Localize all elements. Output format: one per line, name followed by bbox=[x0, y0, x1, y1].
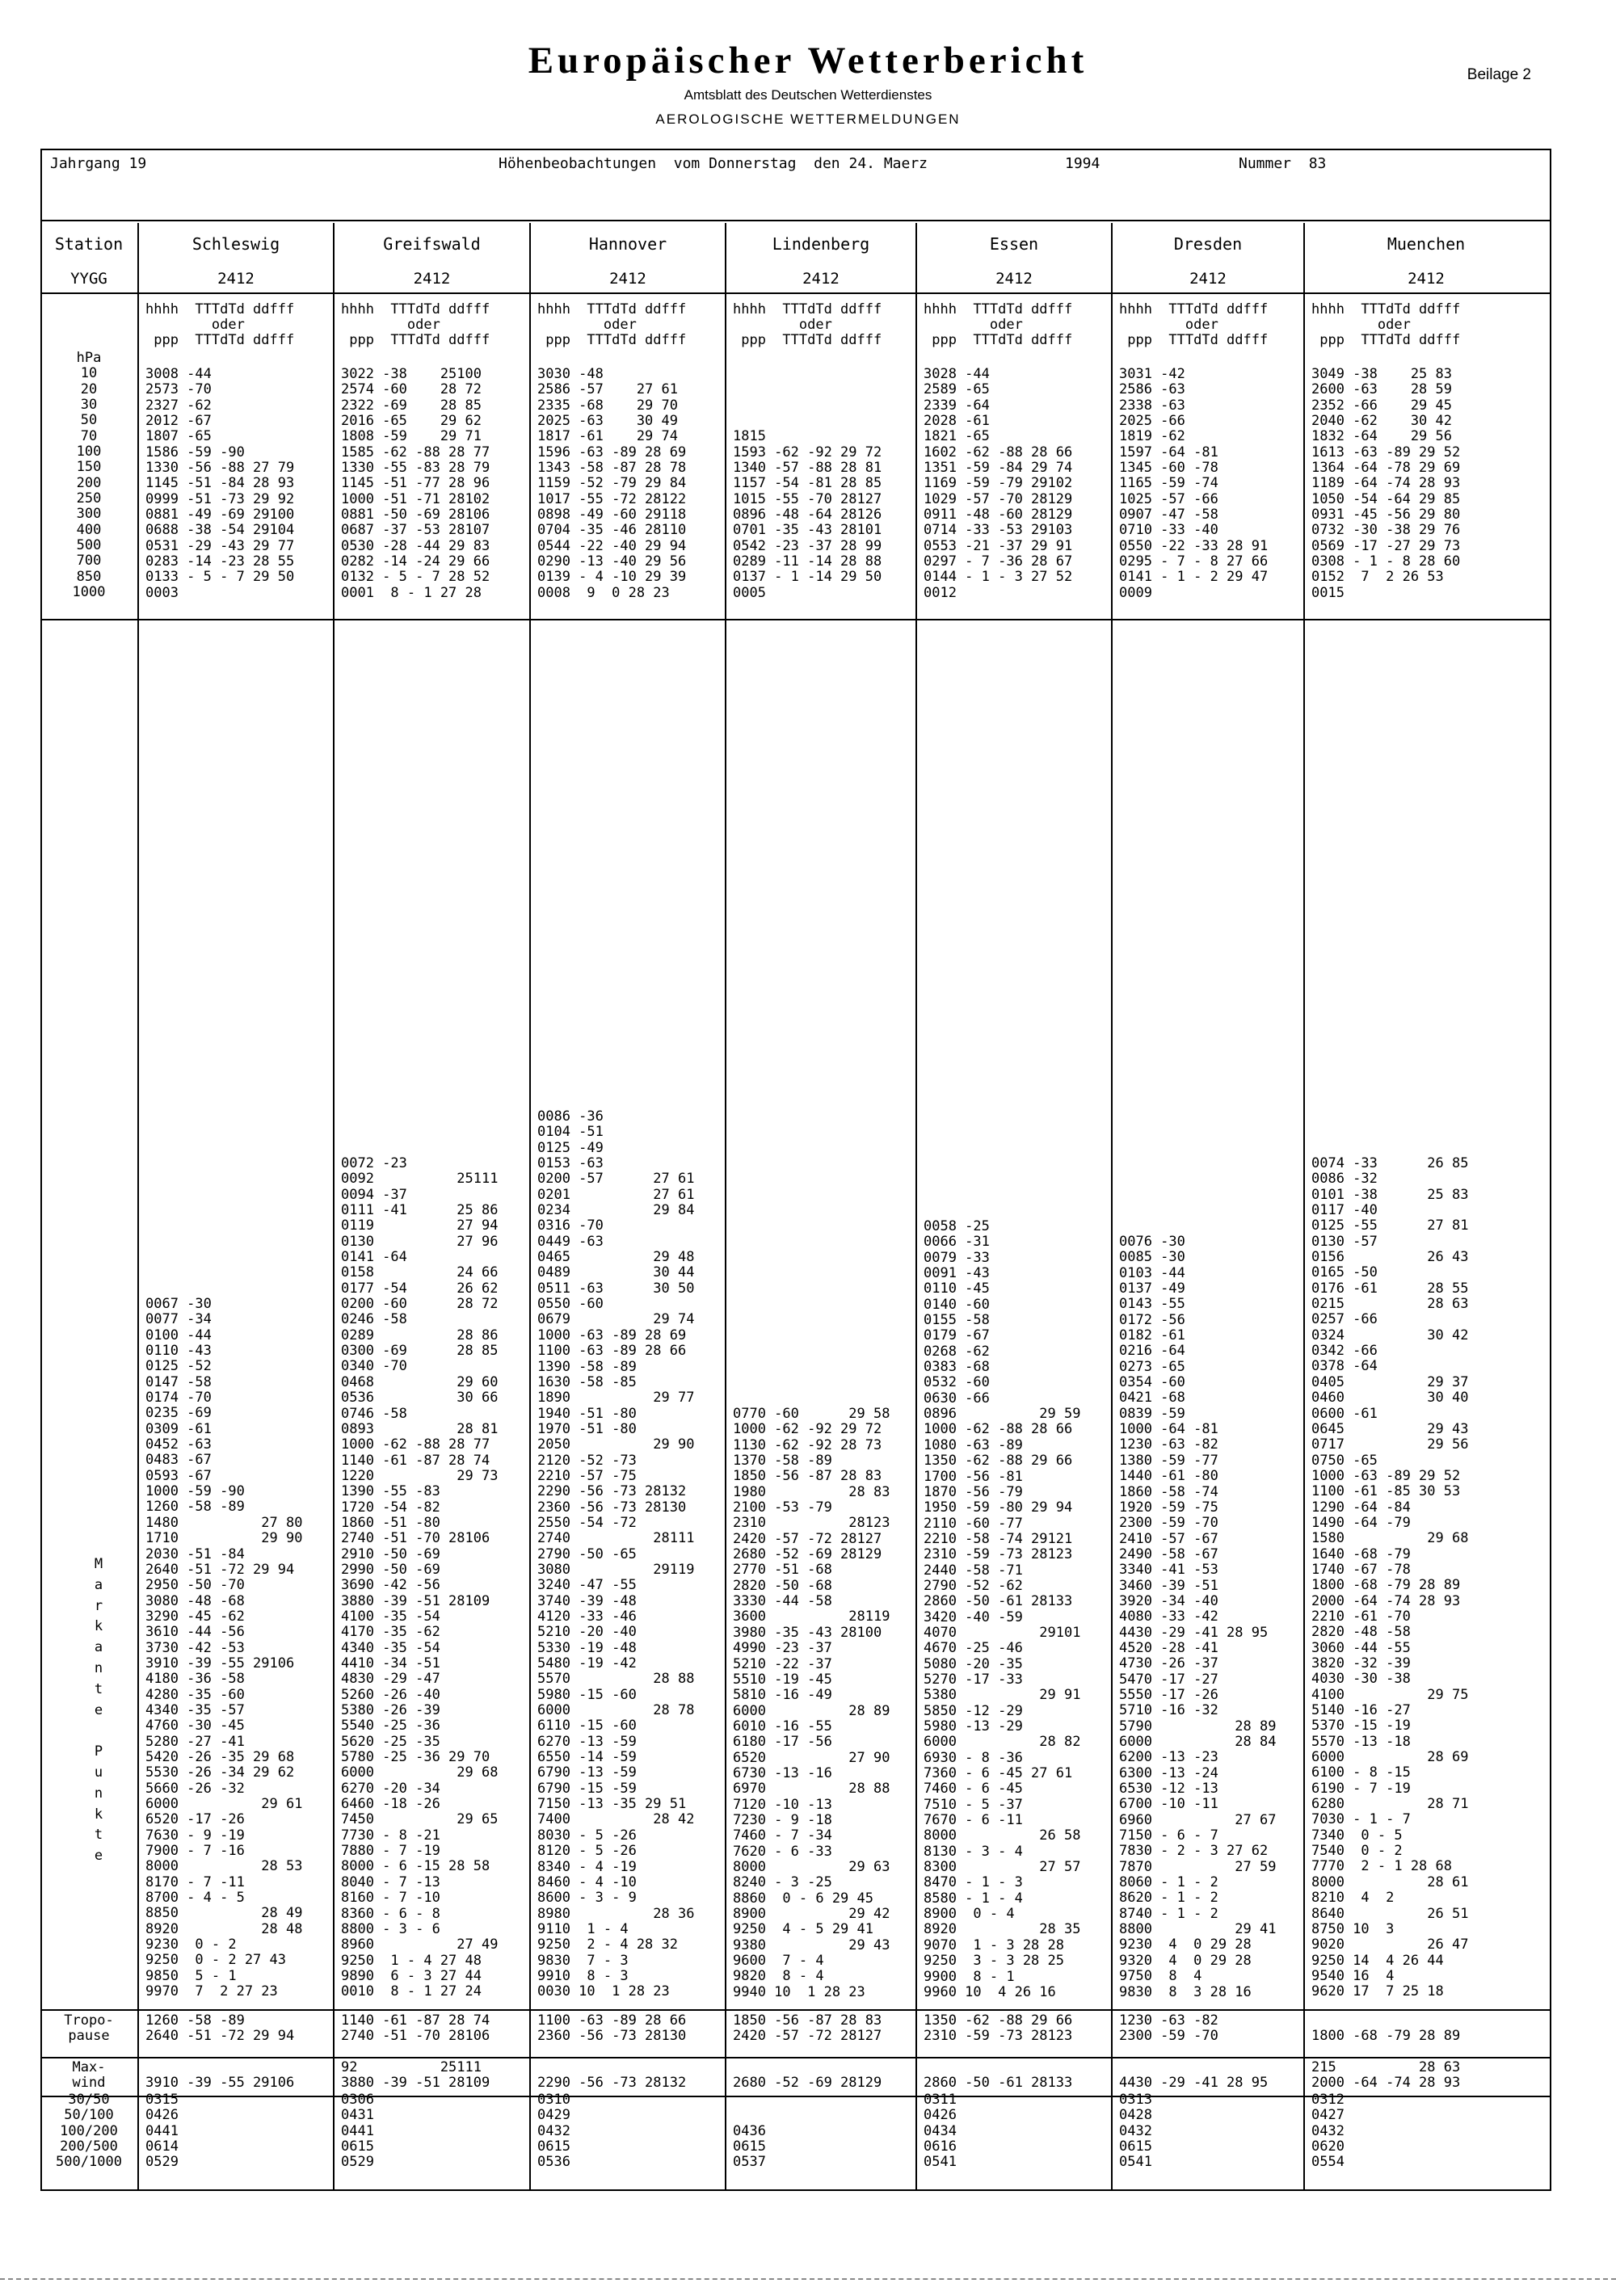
shear-values: 0311 0426 0434 0616 0541 bbox=[924, 2092, 957, 2171]
tropopause-label: Tropo- pause bbox=[64, 2012, 114, 2045]
column-header: hhhh TTTdTd ddfff oder ppp TTTdTd ddfff bbox=[145, 301, 295, 348]
significant-points: 0074 -33 26 85 0086 -32 0101 -38 25 83 0117 -40 0125 -55 27 81 0130 -57 0156 26 43 0165 -50 0176 -61 28 55 0215 28 63 0257 -66 0324 30 42 0342 -66 0378 -64 0405 29 37 0460 30 40 0600 -61 0645 29 43 0717 29 56 0750 -65 1000 -63 -89 29 52 1100 -61 -85 30 53 1290 -64 -84 1490 -64 -79 1580 29 68 1640 -68 -79 1740 -67 -78 1800 -68 -79 28 89 2000 -64 -74 28 93 2210 -61 -70 2820 -48 -58 3060 -44 -55 3820 -32 -39 4030 -30 -38 4100 29 75 5140 -16 -27 5370 -15 -19 5570 -13 -18 6000 28 69 6100 - 8 -15 6190 - 7 -19 6280 28 71 7030 - 1 - 7 7340 0 - 5 7540 0 - 2 7770 2 - 1 28 68 8000 28 61 8210 4 2 8640 26 51 8750 10 3 9020 26 47 9250 14 4 26 44 9540 16 4 9620 17 7 25 18 bbox=[1311, 1155, 1469, 2000]
tropopause-values: 1230 -63 -82 2300 -59 -70 bbox=[1119, 2012, 1218, 2045]
maxwind-values: 92 25111 3880 -39 -51 28109 bbox=[341, 2059, 490, 2092]
shear-values: 0310 0429 0432 0615 0536 bbox=[537, 2092, 570, 2171]
section-title: AEROLOGISCHE WETTERMELDUNGEN bbox=[655, 111, 961, 127]
maxwind-values: 215 28 63 2000 -64 -74 28 93 bbox=[1311, 2059, 1461, 2092]
column-header: hhhh TTTdTd ddfff oder ppp TTTdTd ddfff bbox=[537, 301, 687, 348]
nummer: Nummer 83 bbox=[1239, 155, 1327, 172]
tropopause-values: 1140 -61 -87 28 74 2740 -51 -70 28106 bbox=[341, 2012, 490, 2045]
significant-points: 0076 -30 0085 -30 0103 -44 0137 -49 0143 -55 0172 -56 0182 -61 0216 -64 0273 -65 0354 -60 0421 -68 0839 -59 1000 -64 -81 1230 -63 -82 1380 -59 -77 1440 -61 -80 1860 -58 -74 1920 -59 -75 2300 -59 -70 2410 -57 -67 2490 -58 -67 3340 -41 -53 3460 -39 -51 3920 -34 -40 4080 -33 -42 4430 -29 -41 28 95 4520 -28 -41 4730 -26 -37 5470 -17 -27 5550 -17 -26 5710 -16 -32 5790 28 89 6000 28 84 6200 -13 -23 6300 -13 -24 6530 -12 -13 6700 -10 -11 6960 27 67 7150 - 6 - 7 7830 - 2 - 3 27 62 7870 27 59 8060 - 1 - 2 8620 - 1 - 2 8740 - 1 - 2 8800 29 41 9230 4 0 29 28 9320 4 0 29 28 9750 8 4 9830 8 3 28 16 bbox=[1119, 1234, 1277, 2000]
standard-levels: 3008 -44 2573 -70 2327 -62 2012 -67 1807 -65 1586 -59 -90 1330 -56 -88 27 79 1145 -51 -84 28 93 0999 -51 -73 29 92 0881 -49 -69 29100 0688 -38 -54 29104 0531 -29 -43 29 77 0283 -14 -23 28 55 0133 - 5 - 7 29 50 0003 bbox=[145, 366, 295, 601]
shear-values: 0436 0615 0537 bbox=[733, 2122, 766, 2171]
station-column bbox=[531, 223, 725, 2191]
station-name: Dresden bbox=[1173, 234, 1243, 254]
station-yygg: 2412 bbox=[609, 270, 646, 288]
station-yygg: 2412 bbox=[1189, 270, 1227, 288]
maxwind-values: 2290 -56 -73 28132 bbox=[537, 2075, 687, 2092]
page-header bbox=[0, 32, 1616, 129]
hpa-levels: hPa 10 20 30 50 70 100 150 200 250 300 400 500 700 850 1000 bbox=[72, 350, 106, 601]
column-header: hhhh TTTdTd ddfff oder ppp TTTdTd ddfff bbox=[341, 301, 490, 348]
shear-values: 0306 0431 0441 0615 0529 bbox=[341, 2092, 374, 2171]
maxwind-label: Max- wind bbox=[72, 2059, 106, 2092]
column-header: hhhh TTTdTd ddfff oder ppp TTTdTd ddfff bbox=[924, 301, 1073, 348]
station-name: Hannover bbox=[588, 234, 667, 254]
significant-points: 0067 -30 0077 -34 0100 -44 0110 -43 0125 -52 0147 -58 0174 -70 0235 -69 0309 -61 0452 -63 0483 -67 0593 -67 1000 -59 -90 1260 -58 -89 1480 27 80 1710 29 90 2030 -51 -84 2640 -51 -72 29 94 2950 -50 -70 3080 -48 -68 3290 -45 -62 3610 -44 -56 3730 -42 -53 3910 -39 -55 29106 4180 -36 -58 4280 -35 -60 4340 -35 -57 4760 -30 -45 5280 -27 -41 5420 -26 -35 29 68 5530 -26 -34 29 62 5660 -26 -32 6000 29 61 6520 -17 -26 7630 - 9 -19 7900 - 7 -16 8000 28 53 8170 - 7 -11 8700 - 4 - 5 8850 28 49 8920 28 48 9230 0 - 2 9250 0 - 2 27 43 9850 5 - 1 9970 7 2 27 23 bbox=[145, 1296, 303, 2000]
station-name: Muenchen bbox=[1387, 234, 1466, 254]
label-column bbox=[40, 223, 137, 2191]
standard-levels: 3030 -48 2586 -57 27 61 2335 -68 29 70 2025 -63 30 49 1817 -61 29 74 1596 -63 -89 28 69 1343 -58 -87 28 78 1159 -52 -79 29 84 1017 -55 -72 28122 0898 -49 -60 29118 0704 -35 -46 28110 0544 -22 -40 29 94 0290 -13 -40 29 56 0139 - 4 -10 29 39 0008 9 0 28 23 bbox=[537, 366, 687, 601]
yygg-label: YYGG bbox=[70, 270, 107, 288]
station-column bbox=[726, 223, 915, 2191]
station-yygg: 2412 bbox=[413, 270, 451, 288]
maxwind-values: 4430 -29 -41 28 95 bbox=[1119, 2075, 1269, 2092]
station-name: Schleswig bbox=[191, 234, 280, 254]
maxwind-values: 3910 -39 -55 29106 bbox=[145, 2075, 295, 2092]
significant-points: 0058 -25 0066 -31 0079 -33 0091 -43 0110 -45 0140 -60 0155 -58 0179 -67 0268 -62 0383 -68 0532 -60 0630 -66 0896 29 59 1000 -62 -88 28 66 1080 -63 -89 1350 -62 -88 29 66 1700 -56 -81 1870 -56 -79 1950 -59 -80 29 94 2110 -60 -77 2210 -58 -74 29121 2310 -59 -73 28123 2440 -58 -71 2790 -52 -62 2860 -50 -61 28133 3420 -40 -59 4070 29101 4670 -25 -46 5080 -20 -35 5270 -17 -33 5380 29 91 5850 -12 -29 5980 -13 -29 6000 28 82 6930 - 8 -36 7360 - 6 -45 27 61 7460 - 6 -45 7510 - 5 -37 7670 - 6 -11 8000 26 58 8130 - 3 - 4 8300 27 57 8470 - 1 - 3 8580 - 1 - 4 8900 0 - 4 8920 28 35 9070 1 - 3 28 28 9250 3 - 3 28 25 9900 8 - 1 9960 10 4 26 16 bbox=[924, 1218, 1081, 2000]
station-yygg: 2412 bbox=[1408, 270, 1445, 288]
standard-levels: 1815 1593 -62 -92 29 72 1340 -57 -88 28 81 1157 -54 -81 28 85 1015 -55 -70 28127 0896 -48 -64 28126 0701 -35 -43 28101 0542 -23 -37 28 99 0289 -11 -14 28 88 0137 - 1 -14 29 50 0005 bbox=[733, 428, 882, 601]
station-yygg: 2412 bbox=[802, 270, 840, 288]
beilage-label: Beilage 2 bbox=[1467, 66, 1531, 83]
station-yygg: 2412 bbox=[217, 270, 255, 288]
info-bar bbox=[40, 149, 1551, 221]
standard-levels: 3031 -42 2586 -63 2338 -63 2025 -66 1819 -62 1597 -64 -81 1345 -60 -78 1165 -59 -74 1025 -57 -66 0907 -47 -58 0710 -33 -40 0550 -22 -33 28 91 0295 - 7 - 8 27 66 0141 - 1 - 2 29 47 0009 bbox=[1119, 366, 1269, 601]
tropopause-values: 1350 -62 -88 29 66 2310 -59 -73 28123 bbox=[924, 2012, 1073, 2045]
station-yygg: 2412 bbox=[995, 270, 1033, 288]
shear-labels: 30/50 50/100 100/200 200/500 500/1000 bbox=[56, 2092, 122, 2171]
column-header: hhhh TTTdTd ddfff oder ppp TTTdTd ddfff bbox=[1311, 301, 1461, 348]
station-column bbox=[917, 223, 1111, 2191]
tropopause-values: 1260 -58 -89 2640 -51 -72 29 94 bbox=[145, 2012, 295, 2045]
station-column bbox=[1113, 223, 1303, 2191]
station-name: Greifswald bbox=[383, 234, 481, 254]
maxwind-values: 2860 -50 -61 28133 bbox=[924, 2075, 1073, 2092]
shear-values: 0312 0427 0432 0620 0554 bbox=[1311, 2092, 1345, 2171]
year: 1994 bbox=[1065, 155, 1100, 172]
significant-points: 0086 -36 0104 -51 0125 -49 0153 -63 0200 -57 27 61 0201 27 61 0234 29 84 0316 -70 0449 -63 0465 29 48 0489 30 44 0511 -63 30 50 0550 -60 0679 29 74 1000 -63 -89 28 69 1100 -63 -89 28 66 1390 -58 -89 1630 -58 -85 1890 29 77 1940 -51 -80 1970 -51 -80 2050 29 90 2120 -52 -73 2210 -57 -75 2290 -56 -73 28132 2360 -56 -73 28130 2550 -54 -72 2740 28111 2790 -50 -65 3080 29119 3240 -47 -55 3740 -39 -48 4120 -33 -46 5210 -20 -40 5330 -19 -48 5480 -19 -42 5570 28 88 5980 -15 -60 6000 28 78 6110 -15 -60 6270 -13 -59 6550 -14 -59 6790 -13 -59 6790 -15 -59 7150 -13 -35 29 51 7400 28 42 8030 - 5 -26 8120 - 5 -26 8340 - 4 -19 8460 - 4 -10 8600 - 3 - 9 8980 28 36 9110 1 - 4 9250 2 - 4 28 32 9830 7 - 3 9910 8 - 3 0030 10 1 28 23 bbox=[537, 1108, 695, 2000]
station-column bbox=[335, 223, 529, 2191]
station-label: Station bbox=[54, 234, 124, 254]
tropopause-values: 1100 -63 -89 28 66 2360 -56 -73 28130 bbox=[537, 2012, 687, 2045]
station-name: Lindenberg bbox=[772, 234, 870, 254]
significant-points: 0072 -23 0092 25111 0094 -37 0111 -41 25 86 0119 27 94 0130 27 96 0141 -64 0158 24 66 0177 -54 26 62 0200 -60 28 72 0246 -58 0289 28 86 0300 -69 28 85 0340 -70 0468 29 60 0536 30 66 0746 -58 0893 28 81 1000 -62 -88 28 77 1140 -61 -87 28 74 1220 29 73 1390 -55 -83 1720 -54 -82 1860 -51 -80 2740 -51 -70 28106 2910 -50 -69 2990 -50 -69 3690 -42 -56 3880 -39 -51 28109 4100 -35 -54 4170 -35 -62 4340 -35 -54 4410 -34 -51 4830 -29 -47 5260 -26 -40 5380 -26 -39 5540 -25 -36 5620 -25 -35 5780 -25 -36 29 70 6000 29 68 6270 -20 -34 6460 -18 -26 7450 29 65 7730 - 8 -21 7880 - 7 -19 8000 - 6 -15 28 58 8040 - 7 -13 8160 - 7 -10 8360 - 6 - 8 8800 - 3 - 6 8960 27 49 9250 1 - 4 27 48 9890 6 - 3 27 44 0010 8 - 1 27 24 bbox=[341, 1155, 499, 2000]
shear-values: 0313 0428 0432 0615 0541 bbox=[1119, 2092, 1152, 2171]
standard-levels: 3028 -44 2589 -65 2339 -64 2028 -61 1821 -65 1602 -62 -88 28 66 1351 -59 -84 29 74 1169 -59 -79 29102 1029 -57 -70 28129 0911 -48 -60 28129 0714 -33 -53 29103 0553 -21 -37 29 91 0297 - 7 -36 28 67 0144 - 1 - 3 27 52 0012 bbox=[924, 366, 1073, 601]
standard-levels: 3022 -38 25100 2574 -60 28 72 2322 -69 28 85 2016 -65 29 62 1808 -59 29 71 1585 -62 -88 28 77 1330 -55 -83 28 79 1145 -51 -77 28 96 1000 -51 -71 28102 0881 -50 -69 28106 0687 -37 -53 28107 0530 -28 -44 29 83 0282 -14 -24 29 66 0132 - 5 - 7 28 52 0001 8 - 1 27 28 bbox=[341, 366, 490, 601]
station-name: Essen bbox=[989, 234, 1039, 254]
column-header: hhhh TTTdTd ddfff oder ppp TTTdTd ddfff bbox=[733, 301, 882, 348]
page-subtitle: Amtsblatt des Deutschen Wetterdienstes bbox=[684, 87, 932, 103]
shear-values: 0315 0426 0441 0614 0529 bbox=[145, 2092, 179, 2171]
jahrgang: Jahrgang 19 bbox=[50, 155, 147, 172]
station-column bbox=[1305, 223, 1547, 2191]
station-column bbox=[139, 223, 333, 2191]
page-title: Europäischer Wetterbericht bbox=[528, 40, 1088, 82]
beobachtung-date: Höhenbeobachtungen vom Donnerstag den 24. Maerz bbox=[499, 155, 928, 172]
column-header: hhhh TTTdTd ddfff oder ppp TTTdTd ddfff bbox=[1119, 301, 1269, 348]
tropopause-values: 1800 -68 -79 28 89 bbox=[1311, 2028, 1461, 2045]
maxwind-values: 2680 -52 -69 28129 bbox=[733, 2075, 882, 2092]
tropopause-values: 1850 -56 -87 28 83 2420 -57 -72 28127 bbox=[733, 2012, 882, 2045]
standard-levels: 3049 -38 25 83 2600 -63 28 59 2352 -66 29 45 2040 -62 30 42 1832 -64 29 56 1613 -63 -89 29 52 1364 -64 -78 29 69 1189 -64 -74 28 93 1050 -54 -64 29 85 0931 -45 -56 29 80 0732 -30 -38 29 76 0569 -17 -27 29 73 0308 - 1 - 8 28 60 0152 7 2 26 53 0015 bbox=[1311, 366, 1461, 601]
significant-points: 0770 -60 29 58 1000 -62 -92 29 72 1130 -62 -92 28 73 1370 -58 -89 1850 -56 -87 28 83 1980 28 83 2100 -53 -79 2310 28123 2420 -57 -72 28127 2680 -52 -69 28129 2770 -51 -68 2820 -50 -68 3330 -44 -58 3600 28119 3980 -35 -43 28100 4990 -23 -37 5210 -22 -37 5510 -19 -45 5810 -16 -49 6000 28 89 6010 -16 -55 6180 -17 -56 6520 27 90 6730 -13 -16 6970 28 88 7120 -10 -13 7230 - 9 -18 7460 - 7 -34 7620 - 6 -33 8000 29 63 8240 - 3 -25 8860 0 - 6 29 45 8900 29 42 9250 4 - 5 29 41 9380 29 43 9600 7 - 4 9820 8 - 4 9940 10 1 28 23 bbox=[733, 1406, 890, 2000]
markante-punkte-label: M a r k a n t e P u n k t e bbox=[94, 1556, 103, 1865]
scan-edge bbox=[0, 2278, 1616, 2281]
